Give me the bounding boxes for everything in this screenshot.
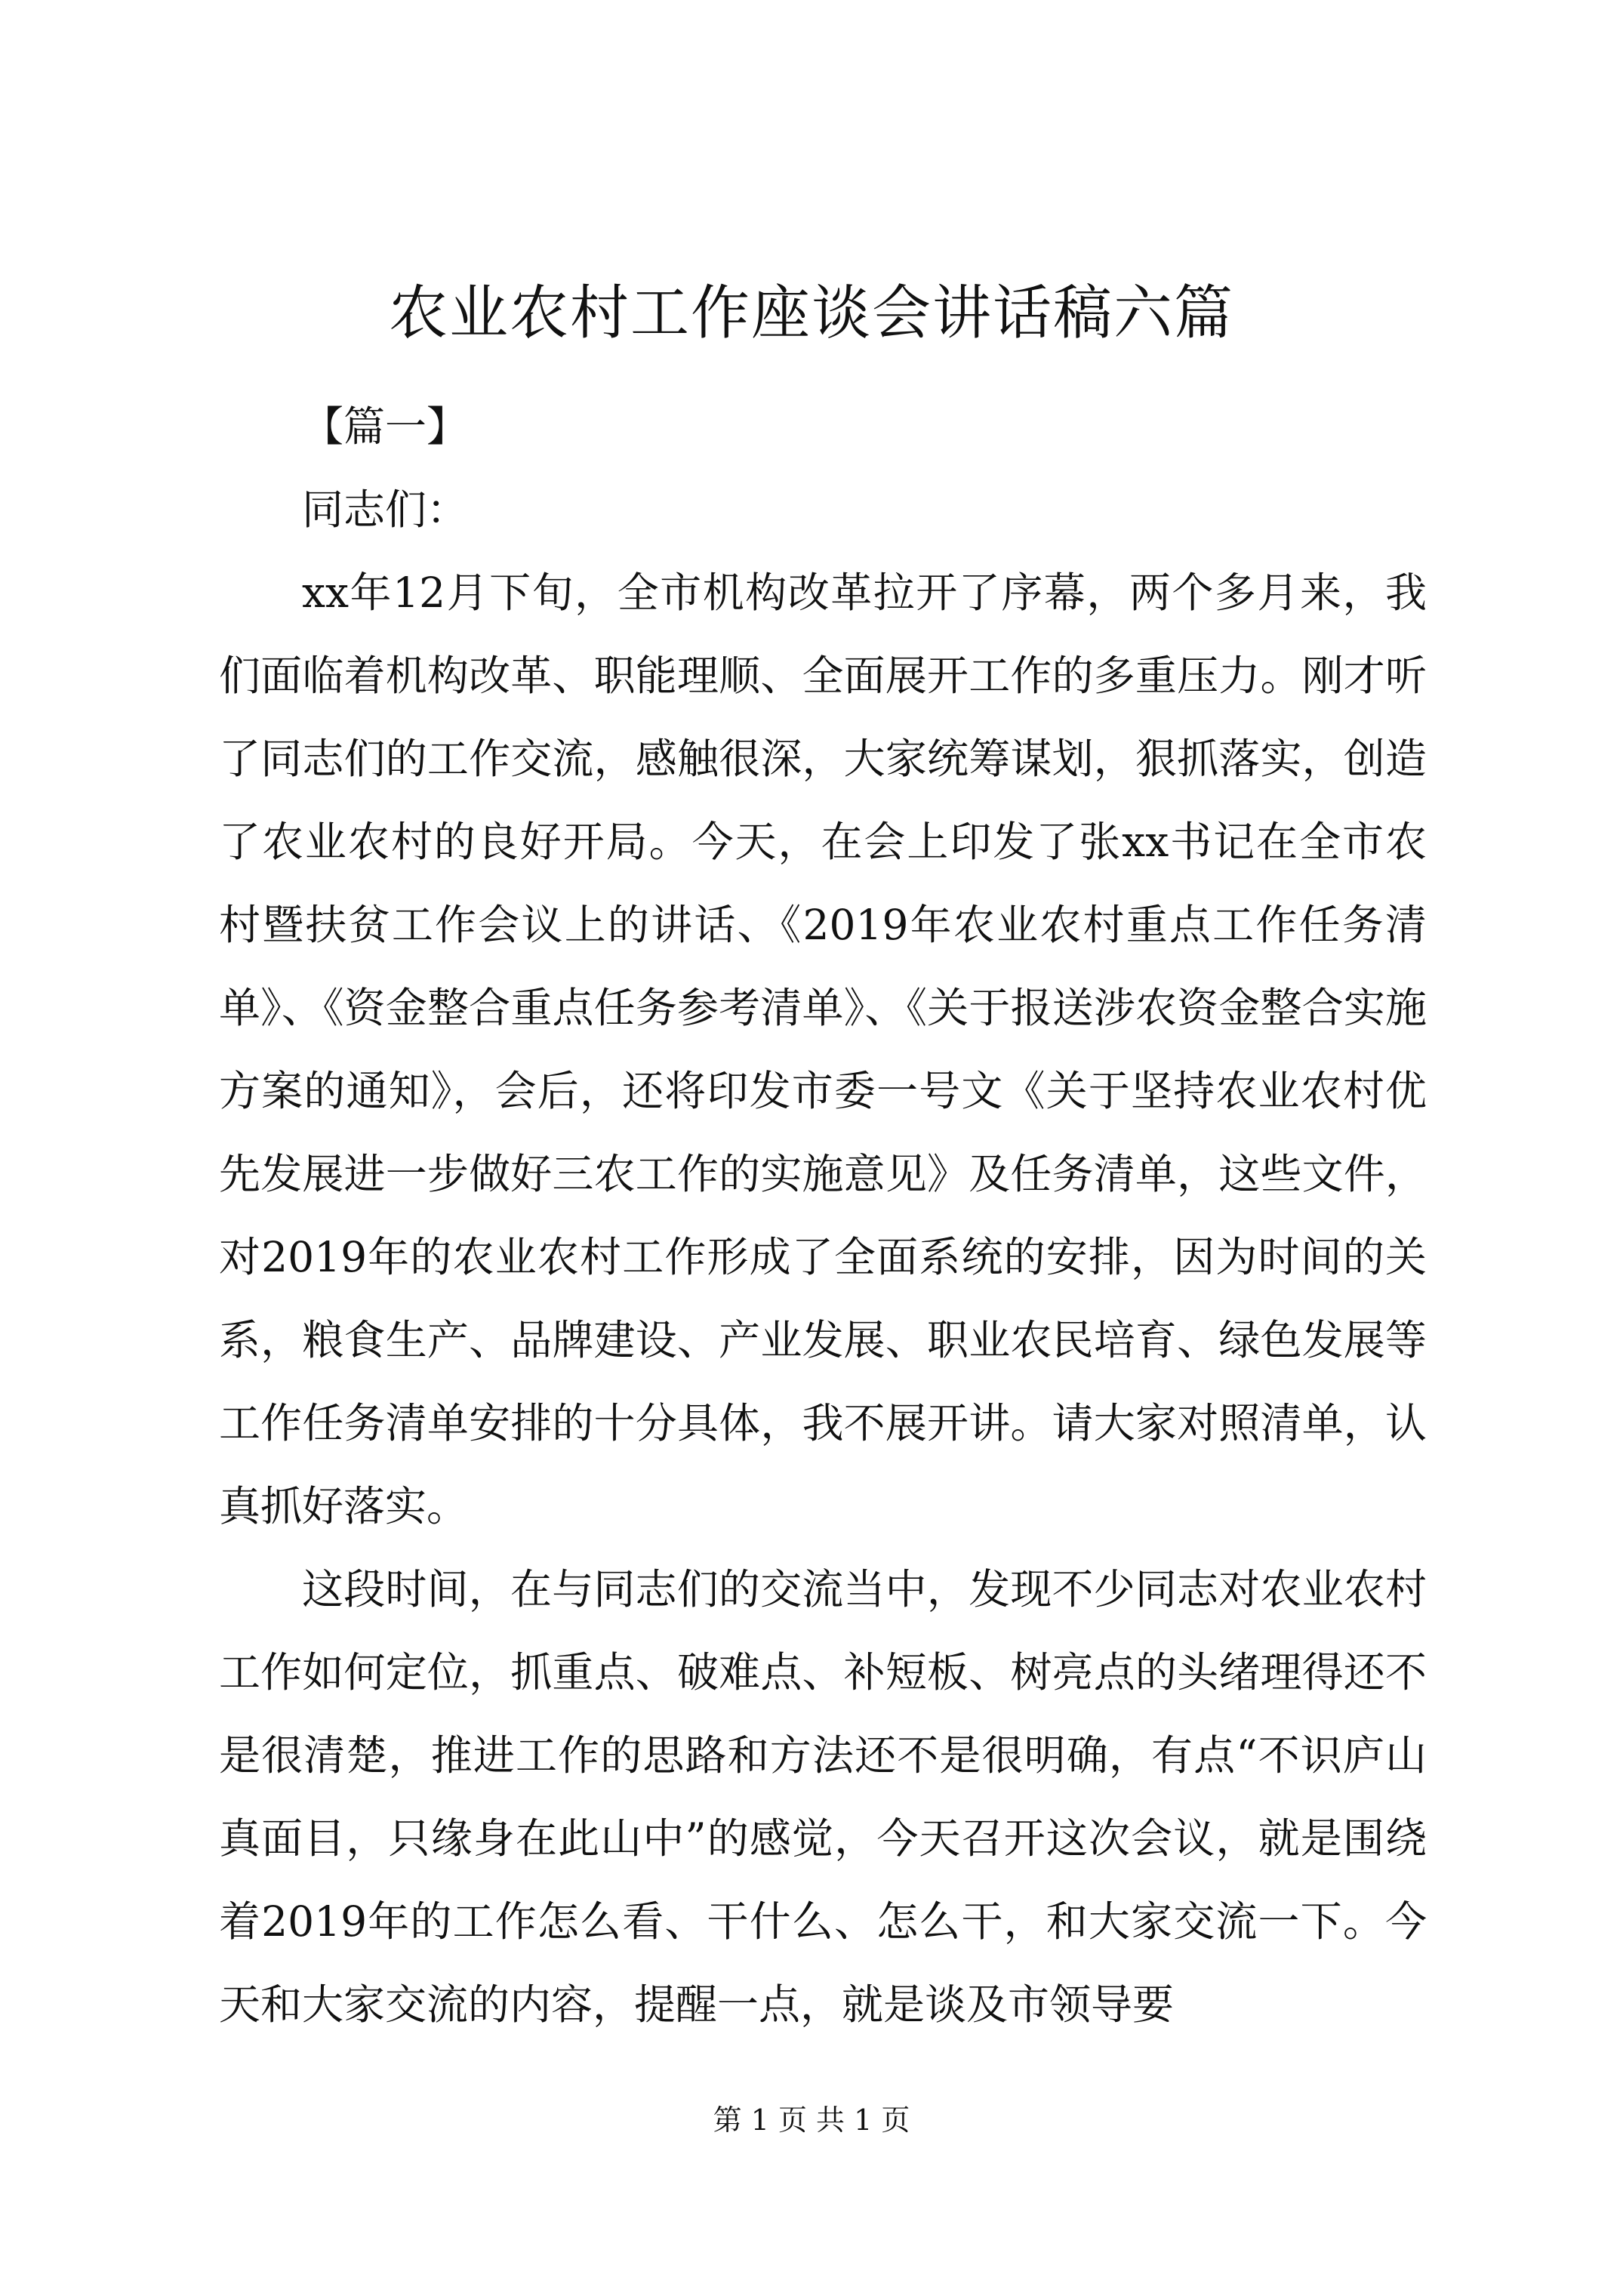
section-label: 【篇一】 <box>302 402 469 451</box>
document-body <box>219 385 1427 2046</box>
salutation: 同志们： <box>302 485 469 534</box>
paragraph-2: 这段时间，在与同志们的交流当中，发现不少同志对农业农村工作如何定位，抓重点、破难点、补短板、树亮点的头绪理得还不是很清楚，推进工作的思路和方法还不是很明确，有点“不识庐山真面目，只缘身在此山中”的感觉，今天召开这次会议，就是围绕着2019年的工作怎么看、干什么、怎么干，和大家交流一下。今天和大家交流的内容，提醒一点，就是谈及市领导要 <box>219 1565 1427 2029</box>
page-footer: 第 1 页 共 1 页 <box>713 2103 910 2137</box>
paragraph-1: xx年12月下旬，全市机构改革拉开了序幕，两个多月来，我们面临着机构改革、职能理顺、全面展开工作的多重压力。刚才听了同志们的工作交流，感触很深，大家统筹谋划，狠抓落实，创造了农业农村的良好开局。今天，在会上印发了张xx书记在全市农村暨扶贫工作会议上的讲话、《2019年农业农村重点工作任务清单》、《资金整合重点任务参考清单》、《关于报送涉农资金整合实施方案的通知》，会后，还将印发市委一号文《关于坚持农业农村优先发展进一步做好三农工作的实施意见》及任务清单，这些文件，对2019年的农业农村工作形成了全面系统的安排，因为时间的关系，粮食生产、品牌建设、产业发展、职业农民培育、绿色发展等工作任务清单安排的十分具体，我不展开讲。请大家对照清单，认真抓好落实。 <box>219 569 1427 1530</box>
document-title: 农业农村工作座谈会讲话稿六篇 <box>388 279 1234 347</box>
